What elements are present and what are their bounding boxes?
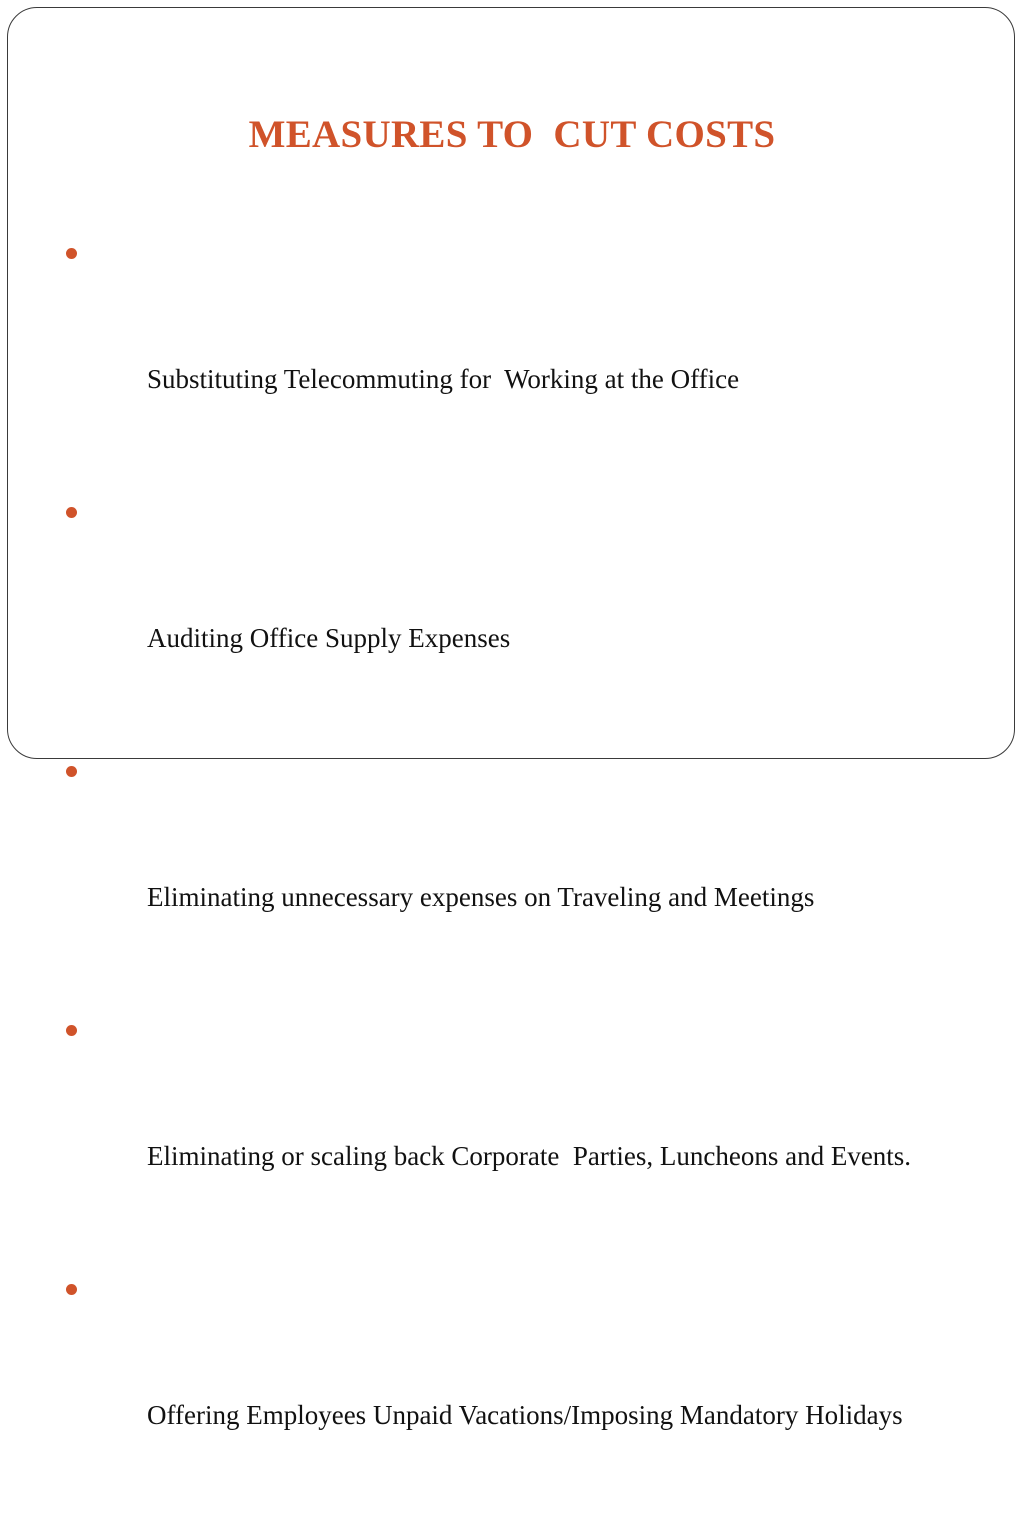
list-item-text: Auditing Office Supply Expenses <box>147 623 511 653</box>
bullet-icon <box>66 248 77 259</box>
list-item-text: Offering Employees Unpaid Vacations/Imposing Mandatory Holidays <box>147 1400 903 1430</box>
bullet-icon <box>66 1025 77 1036</box>
list-item <box>66 999 986 1251</box>
list-item <box>66 1258 986 1510</box>
slide-title: MEASURES TO CUT COSTS <box>248 113 776 156</box>
list-item <box>66 481 986 733</box>
bullet-icon <box>66 1284 77 1295</box>
list-item <box>66 740 986 992</box>
bullet-list <box>66 222 986 1517</box>
list-item-text: Eliminating unnecessary expenses on Traveling and Meetings <box>147 882 815 912</box>
bullet-icon <box>66 507 77 518</box>
list-item-text: Eliminating or scaling back Corporate Parties, Luncheons and Events. <box>147 1141 912 1171</box>
list-item <box>66 222 986 474</box>
list-item-text: Substituting Telecommuting for Working at the Office <box>147 364 740 394</box>
